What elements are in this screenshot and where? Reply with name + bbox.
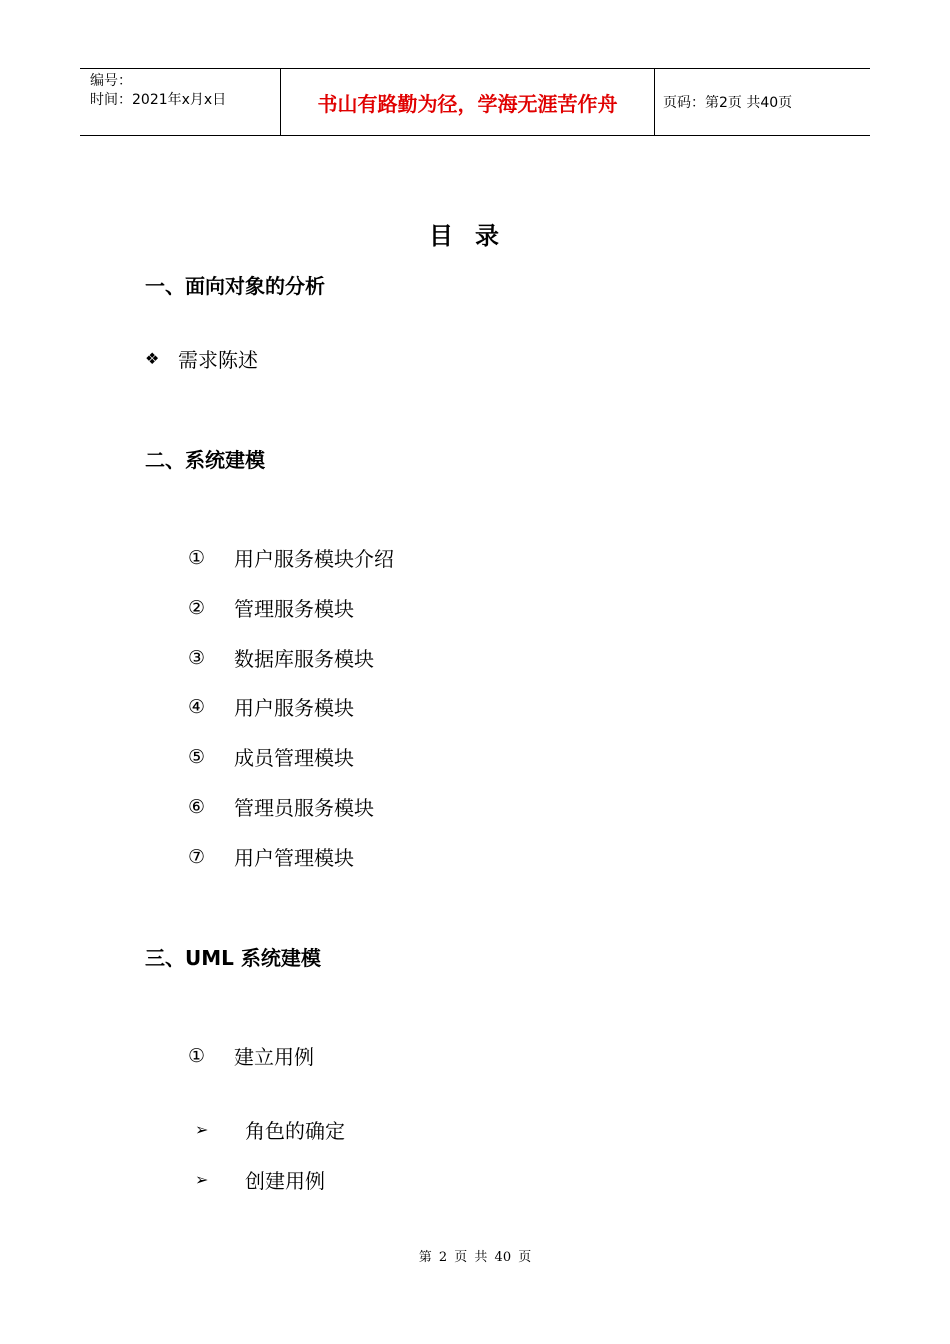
toc-section-2-title: 二、系统建模 — [145, 448, 265, 472]
arrow-bullet-icon: ➢ — [195, 1170, 209, 1189]
toc-item — [188, 1041, 314, 1070]
toc-item — [188, 643, 374, 672]
circled-number: ③ — [188, 646, 206, 669]
circled-number: ⑤ — [188, 745, 206, 768]
toc-item-label: 创建用例 — [245, 1169, 325, 1193]
toc-item-label: 建立用例 — [234, 1045, 314, 1069]
toc-section-1-title: 一、面向对象的分析 — [145, 274, 325, 298]
toc-title: 目录 — [429, 222, 521, 250]
circled-number: ② — [188, 596, 206, 619]
circled-number: ① — [188, 1044, 206, 1067]
number-label: 编号： — [90, 73, 132, 89]
toc-item-label: 用户服务模块 — [234, 696, 354, 720]
arrow-bullet-icon: ➢ — [195, 1120, 209, 1139]
toc-item-label: 用户服务模块介绍 — [234, 547, 394, 571]
circled-number: ⑥ — [188, 795, 206, 818]
toc-item — [188, 692, 354, 721]
time-label: 时间：2021年x月x日 — [90, 92, 227, 108]
page-footer: 第 2 页 共 40 页 — [418, 1250, 532, 1265]
toc-item-label: 角色的确定 — [245, 1119, 345, 1143]
toc-item-label: 用户管理模块 — [234, 846, 354, 870]
toc-item-label: 管理员服务模块 — [234, 796, 374, 820]
toc-section-3-title: 三、UML 系统建模 — [145, 946, 321, 970]
toc-item — [188, 842, 354, 871]
diamond-bullet-icon: ❖ — [145, 349, 160, 368]
toc-item — [195, 1165, 325, 1194]
toc-item — [188, 593, 354, 622]
toc-item — [188, 742, 354, 771]
circled-number: ⑦ — [188, 845, 206, 868]
header-meta — [80, 69, 281, 135]
header-motto: 书山有路勤为径，学海无涯苦作舟 — [281, 69, 655, 135]
toc-item — [188, 543, 394, 572]
circled-number: ① — [188, 546, 206, 569]
toc-item-label: 数据库服务模块 — [234, 647, 374, 671]
toc-item-label: 管理服务模块 — [234, 597, 354, 621]
circled-number: ④ — [188, 695, 206, 718]
page-header — [80, 68, 870, 136]
toc-item — [195, 1115, 345, 1144]
toc-item — [145, 344, 258, 373]
toc-item-label: 成员管理模块 — [234, 746, 354, 770]
header-page-info: 页码：第2页 共40页 — [663, 95, 793, 111]
toc-item — [188, 792, 374, 821]
toc-item-label: 需求陈述 — [178, 348, 258, 372]
